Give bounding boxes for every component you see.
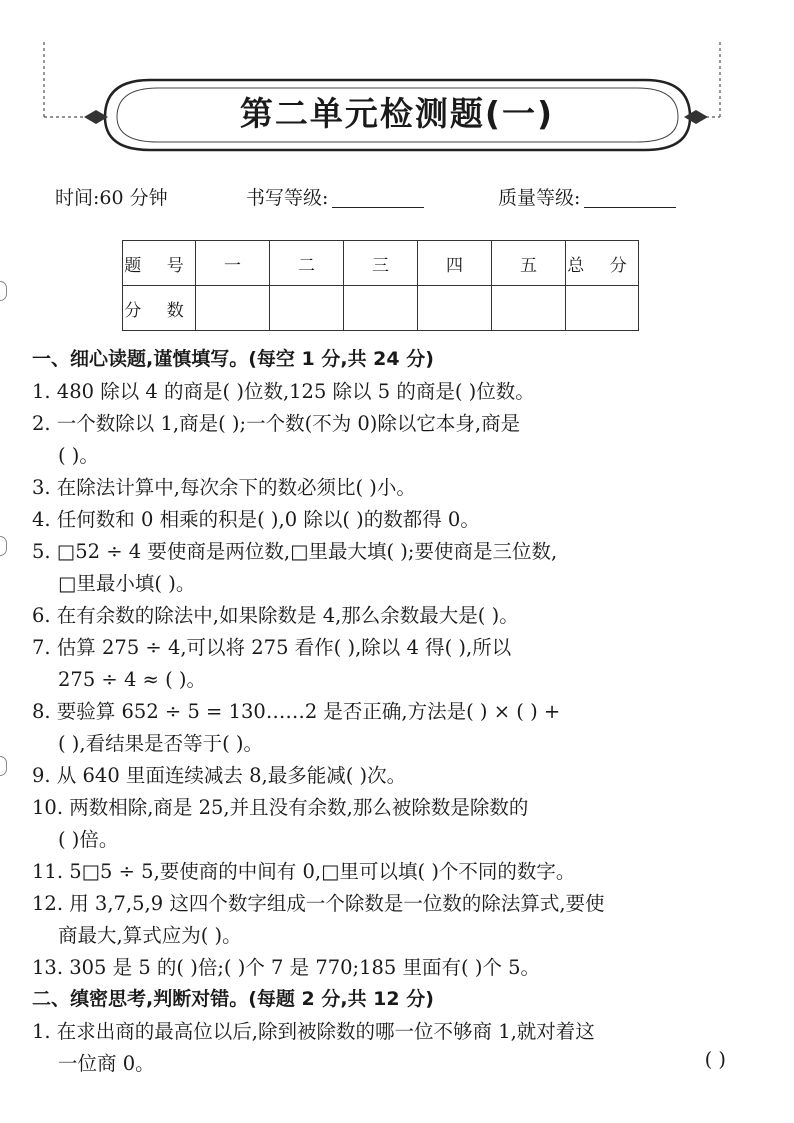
header-cell: 题 号 bbox=[123, 241, 196, 286]
question-line: 6. 在有余数的除法中,如果除数是 4,那么余数最大是( )。 bbox=[32, 604, 519, 627]
question-line-continued: ( )倍。 bbox=[58, 828, 119, 851]
banner-frame bbox=[0, 0, 794, 165]
writing-grade bbox=[246, 183, 424, 210]
writing-grade-blank[interactable] bbox=[332, 189, 424, 208]
title-banner bbox=[0, 0, 794, 165]
score-cell[interactable] bbox=[566, 286, 639, 331]
question-line: 12. 用 3,7,5,9 这四个数字组成一个除数是一位数的除法算式,要使 bbox=[32, 892, 605, 915]
question-line: 1. 480 除以 4 的商是( )位数,125 除以 5 的商是( )位数。 bbox=[32, 380, 535, 403]
exam-time: 时间:60 分钟 bbox=[55, 187, 168, 209]
question-line: 9. 从 640 里面连续减去 8,最多能减( )次。 bbox=[32, 764, 407, 787]
question-line: 11. 5□5 ÷ 5,要使商的中间有 0,□里可以填( )个不同的数字。 bbox=[32, 860, 576, 883]
score-cell[interactable] bbox=[492, 286, 566, 331]
quality-grade-label: 质量等级: bbox=[498, 187, 581, 209]
question-line: 10. 两数相除,商是 25,并且没有余数,那么被除数是除数的 bbox=[32, 796, 529, 819]
binding-mark bbox=[0, 756, 7, 776]
question-line: 8. 要验算 652 ÷ 5 = 130……2 是否正确,方法是( ) × ( ) + bbox=[32, 700, 561, 723]
binding-mark bbox=[0, 536, 7, 556]
question-line-continued: 商最大,算式应为( )。 bbox=[58, 924, 242, 947]
header-cell: 总 分 bbox=[566, 241, 639, 286]
writing-grade-label: 书写等级: bbox=[246, 187, 329, 209]
score-cell[interactable] bbox=[196, 286, 270, 331]
header-cell: 三 bbox=[344, 241, 418, 286]
binding-mark bbox=[0, 281, 7, 301]
quality-grade-blank[interactable] bbox=[584, 189, 676, 208]
question-line-continued: ( )。 bbox=[58, 444, 99, 467]
score-row-label: 分 数 bbox=[123, 286, 196, 331]
question-line: 2. 一个数除以 1,商是( );一个数(不为 0)除以它本身,商是 bbox=[32, 412, 521, 435]
question-line: 13. 305 是 5 的( )倍;( )个 7 是 770;185 里面有( )个 5。 bbox=[32, 956, 541, 979]
page-title: 第二单元检测题(一) bbox=[239, 94, 555, 133]
score-table bbox=[122, 240, 639, 331]
question-line-continued: □里最小填( )。 bbox=[58, 572, 196, 595]
score-cell[interactable] bbox=[418, 286, 492, 331]
question-line-continued: 一位商 0。 bbox=[58, 1052, 155, 1075]
question-line: 7. 估算 275 ÷ 4,可以将 275 看作( ),除以 4 得( ),所以 bbox=[32, 636, 512, 659]
score-cell[interactable] bbox=[270, 286, 344, 331]
judgement-answer-blank[interactable]: ( ) bbox=[704, 1048, 726, 1071]
question-line-continued: 275 ÷ 4 ≈ ( )。 bbox=[58, 668, 207, 691]
score-table-header-row bbox=[123, 241, 639, 286]
header-cell: 一 bbox=[196, 241, 270, 286]
score-table-score-row bbox=[123, 286, 639, 331]
section-2-heading: 二、缜密思考,判断对错。(每题 2 分,共 12 分) bbox=[32, 988, 434, 1010]
header-cell: 五 bbox=[492, 241, 566, 286]
question-line: 4. 任何数和 0 相乘的积是( ),0 除以( )的数都得 0。 bbox=[32, 508, 480, 531]
quality-grade bbox=[498, 183, 676, 210]
header-cell: 二 bbox=[270, 241, 344, 286]
question-line: 1. 在求出商的最高位以后,除到被除数的哪一位不够商 1,就对着这 bbox=[32, 1020, 595, 1043]
score-cell[interactable] bbox=[344, 286, 418, 331]
question-line-continued: ( ),看结果是否等于( )。 bbox=[58, 732, 264, 755]
header-cell: 四 bbox=[418, 241, 492, 286]
question-line: 5. □52 ÷ 4 要使商是两位数,□里最大填( );要使商是三位数, bbox=[32, 540, 558, 563]
question-line: 3. 在除法计算中,每次余下的数必须比( )小。 bbox=[32, 476, 416, 499]
section-1-heading: 一、细心读题,谨慎填写。(每空 1 分,共 24 分) bbox=[32, 348, 434, 370]
